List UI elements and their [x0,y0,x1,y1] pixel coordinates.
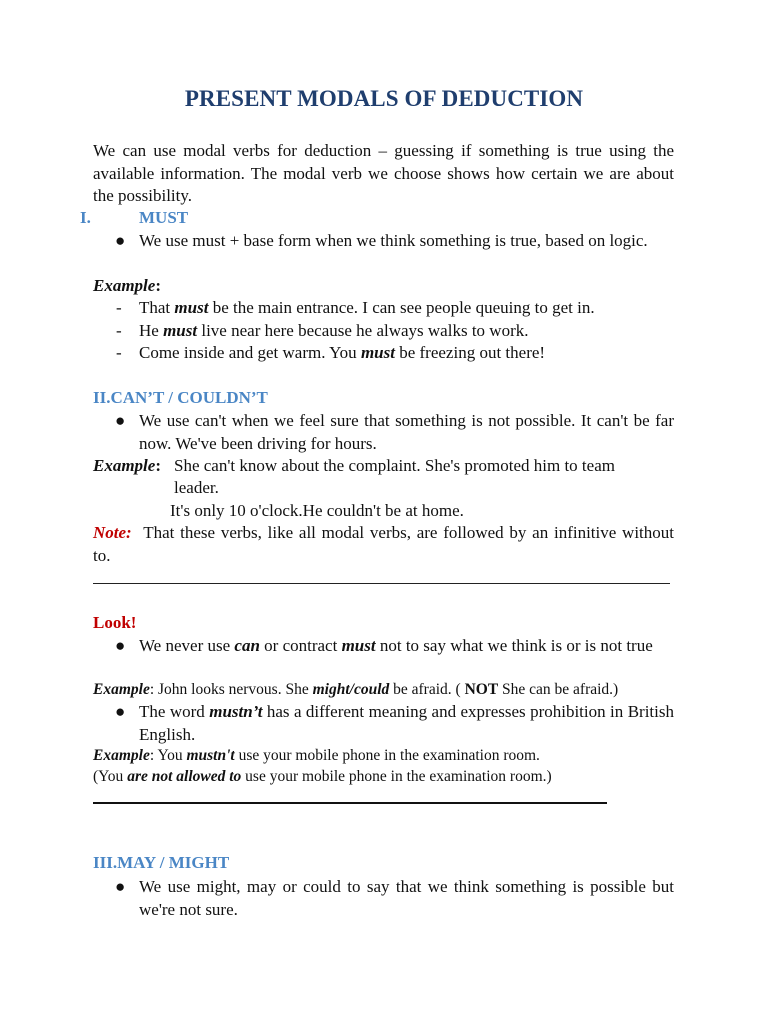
section-may-heading: III.MAY / MIGHT [93,853,230,872]
bullet-text: We use must + base form when we think something is true, based on logic. [139,231,648,250]
dash-marker: - [116,298,122,317]
example-label: Example: [93,276,162,295]
section-numeral: I. [80,208,91,227]
example-line: (You are not allowed to use your mobile phone in the examination room.) [93,768,552,785]
example-line: Example: You mustn't use your mobile phone in the examination room. [93,747,540,764]
example-item: - Come inside and get warm. You must be freezing out there! [93,342,674,365]
example-item: - He must live near here because he always walks to work. [93,320,674,343]
list-item [93,230,674,253]
list-item: ● We never use can or contract must not to say what we think is or is not true [93,635,674,658]
list-item [93,876,674,921]
example-item: - That must be the main entrance. I can see people queuing to get in. [93,297,674,320]
divider [93,802,607,804]
intro-paragraph: We can use modal verbs for deduction – guessing if something is true using the available information. The modal verb we choose shows how certain we are about the possibility. [93,141,674,205]
bullet-text: We use can't when we feel sure that something is not possible. It can't be far now. We've been driving for hours. [139,411,674,453]
list-item [93,410,674,455]
bullet-icon: ● [115,702,126,721]
look-label: Look! [93,613,137,632]
dash-marker: - [116,321,122,340]
example-block: Example: She can't know about the complaint. She's promoted him to team [93,455,674,478]
bullet-icon: ● [115,877,126,896]
bullet-icon: ● [115,411,126,430]
section-cant-heading: II.CAN’T / COULDN’T [93,388,268,407]
note-paragraph: Note: That these verbs, like all modal verbs, are followed by an infinitive without to. [93,523,674,565]
section-title: MUST [139,208,189,227]
example-text: She can't know about the complaint. She's promoted him to team [174,456,615,475]
bullet-icon: ● [115,231,126,250]
example-text: leader. [174,478,219,497]
note-label: Note: [93,523,132,542]
dash-marker: - [116,343,122,362]
list-item: ● The word mustn’t has a different meaning and expresses prohibition in British English. [115,702,674,744]
example-line: Example: John looks nervous. She might/could be afraid. ( NOT She can be afraid.) [93,681,619,698]
divider [93,583,670,584]
example-text: It's only 10 o'clock.He couldn't be at home. [170,501,464,520]
page-title: PRESENT MODALS OF DEDUCTION [184,86,584,111]
bullet-text: We use might, may or could to say that we think something is possible but we're not sure. [139,877,674,919]
bullet-icon: ● [115,636,126,655]
